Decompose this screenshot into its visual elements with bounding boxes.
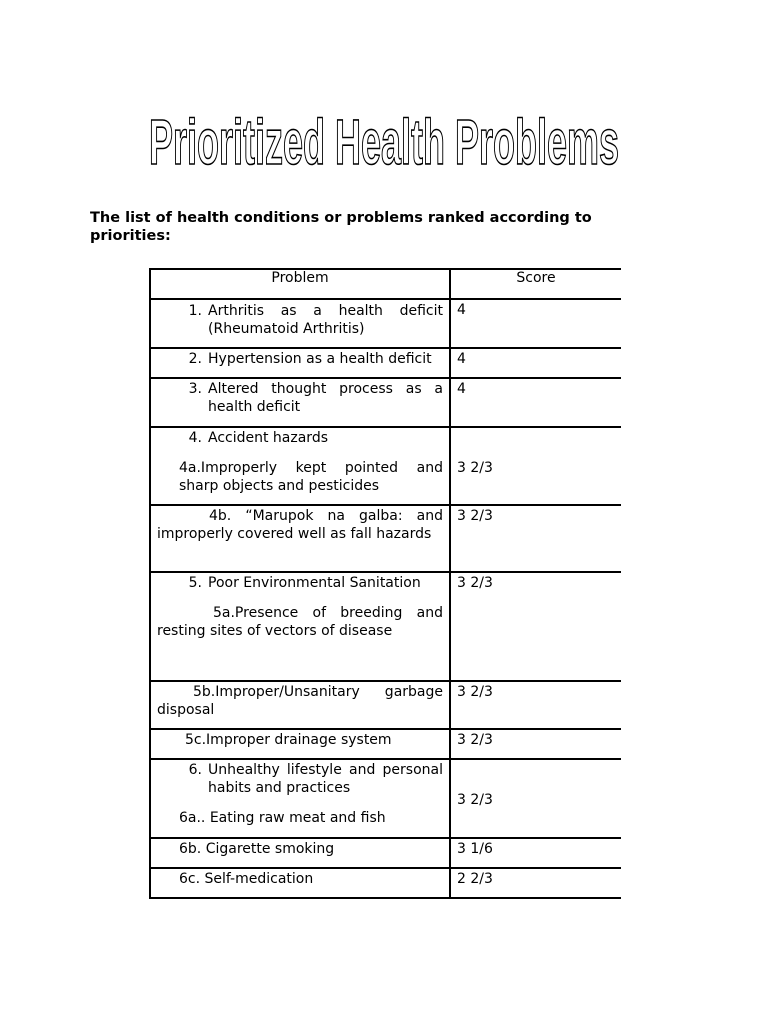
row-problem: 5c.Improper drainage system — [185, 732, 392, 748]
row-score: 3 2/3 — [457, 684, 493, 700]
table-row — [150, 348, 621, 378]
row-score: 3 2/3 — [457, 460, 493, 476]
row-score: 4 — [457, 302, 466, 318]
row-score: 2 2/3 — [457, 871, 493, 887]
row-number: 4. — [188, 430, 202, 446]
row-problem: 4b. “Marupok na galba: and improperly covered well as fall hazards — [157, 508, 443, 542]
row-subproblem: 5a.Presence of breeding and resting sites of vectors of disease — [157, 605, 443, 639]
row-problem: 6c. Self-medication — [179, 871, 314, 887]
header-problem: Problem — [150, 269, 450, 299]
row-score: 3 2/3 — [457, 792, 493, 808]
row-number: 3. — [188, 381, 202, 397]
table-header-row — [150, 269, 621, 299]
row-problem: 5b.Improper/Unsanitary garbage disposal — [157, 684, 443, 718]
row-subproblem: 6a.. Eating raw meat and fish — [179, 810, 386, 826]
table-row — [150, 427, 621, 505]
row-problem: Hypertension as a health deficit — [208, 351, 432, 367]
row-number: 1. — [188, 303, 202, 319]
title-banner — [146, 82, 622, 182]
priority-table — [149, 268, 621, 899]
table-row — [150, 868, 621, 898]
row-subproblem: 4a.Improperly kept pointed and sharp objects and pesticides — [179, 460, 443, 494]
row-score: 3 2/3 — [457, 508, 493, 524]
row-problem: Altered thought process as a health deficit — [208, 381, 443, 415]
row-problem: Arthritis as a health deficit (Rheumatoid Arthritis) — [208, 303, 443, 337]
row-number: 6. — [188, 762, 202, 778]
row-problem: 6b. Cigarette smoking — [179, 841, 335, 857]
row-score: 3 2/3 — [457, 732, 493, 748]
page-title: Prioritized Health Problems — [149, 106, 619, 178]
row-score: 3 2/3 — [457, 575, 493, 591]
row-number: 5. — [188, 575, 202, 591]
table-row — [150, 378, 621, 427]
table-row — [150, 505, 621, 572]
header-score: Score — [450, 269, 621, 299]
row-score: 3 1/6 — [457, 841, 493, 857]
row-problem: Accident hazards — [208, 430, 328, 446]
intro-text: The list of health conditions or problems ranked according to priorities: — [90, 210, 592, 244]
row-problem: Poor Environmental Sanitation — [208, 575, 421, 591]
row-score: 4 — [457, 381, 466, 397]
row-score: 4 — [457, 351, 466, 367]
table-row — [150, 838, 621, 868]
table-row — [150, 759, 621, 838]
table-row — [150, 299, 621, 348]
table-row — [150, 681, 621, 729]
row-problem: Unhealthy lifestyle and personal habits and practices — [208, 762, 443, 796]
table-row — [150, 572, 621, 681]
page-title-wordart — [146, 82, 622, 182]
row-number: 2. — [188, 351, 202, 367]
table-row — [150, 729, 621, 759]
